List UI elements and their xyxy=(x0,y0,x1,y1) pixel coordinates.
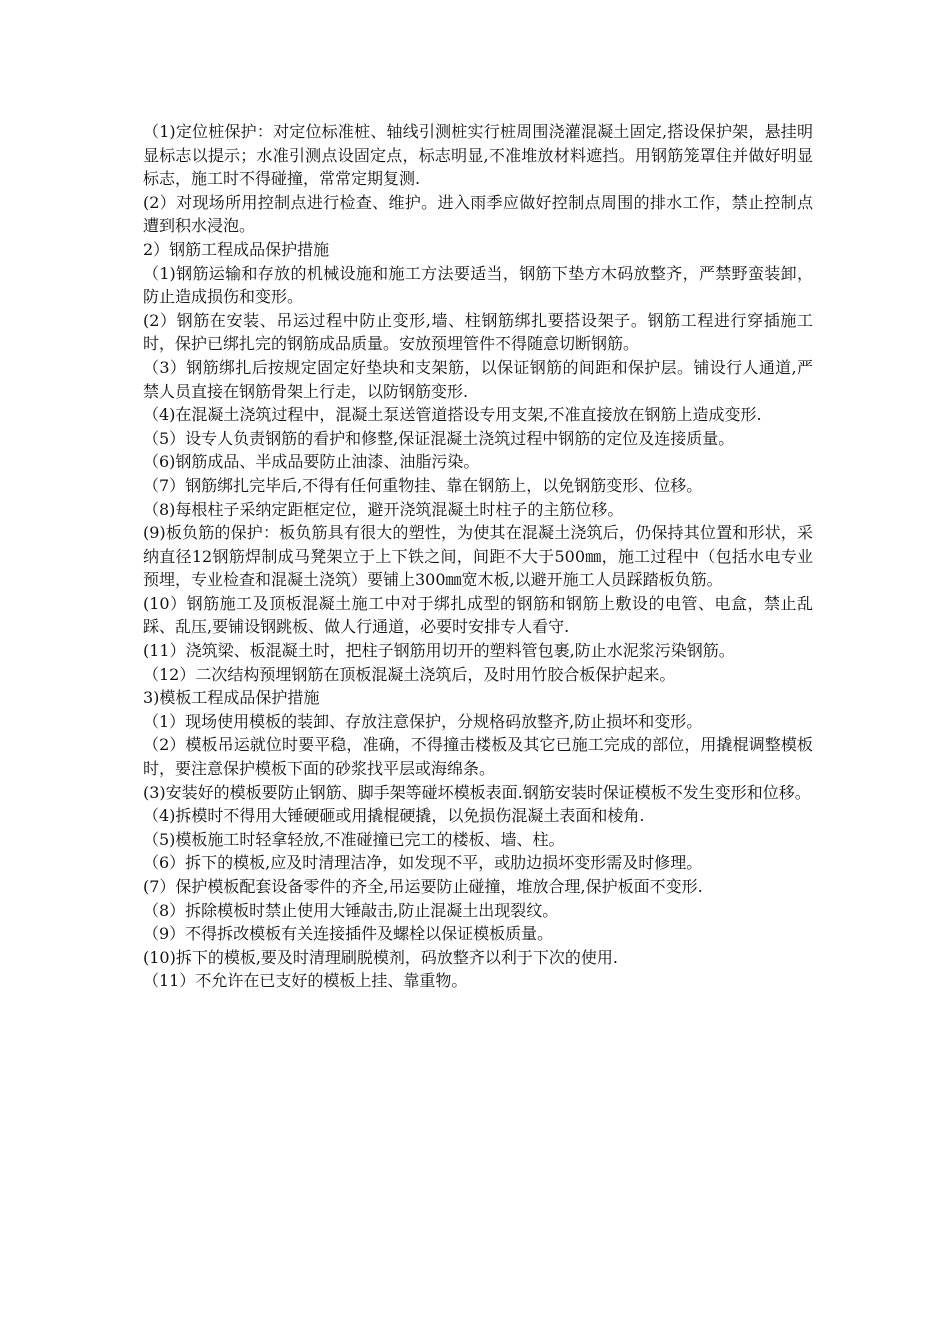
paragraph-2: (2）对现场所用控制点进行检查、维护。进入雨季应做好控制点周围的排水工作，禁止控制点遭到积水浸泡。 xyxy=(143,192,813,236)
paragraph-7: （4)在混凝土浇筑过程中，混凝土泵送管道搭设专用支架,不准直接放在钢筋上造成变形. xyxy=(143,405,762,425)
paragraph-6: （3）钢筋绑扎后按规定固定好垫块和支架筋，以保证钢筋的间距和保护层。铺设行人通道,严禁人员直接在钢筋骨架上行走，以防钢筋变形. xyxy=(143,357,813,401)
paragraph-11: （8)每根柱子采纳定距框定位，避开浇筑混凝土时柱子的主筋位移。 xyxy=(143,499,624,519)
paragraph-22: （6）拆下的模板,应及时清理洁净，如发现不平，或肋边损坏变形需及时修理。 xyxy=(143,853,703,873)
paragraph-13: (10）钢筋施工及顶板混凝土施工中对于绑扎成型的钢筋和钢筋上敷设的电管、电盒，禁止乱踩、乱压,要铺设钢跳板、做人行通道，必要时安排专人看守. xyxy=(143,593,813,637)
document-body xyxy=(143,120,813,993)
paragraph-17: （1）现场使用模板的装卸、存放注意保护，分规格码放整齐,防止损坏和变形。 xyxy=(143,711,703,731)
paragraph-9: （6)钢筋成品、半成品要防止油漆、油脂污染。 xyxy=(143,452,480,472)
paragraph-8: （5）设专人负责钢筋的看护和修整,保证混凝土浇筑过程中钢筋的定位及连接质量。 xyxy=(143,428,735,448)
paragraph-26: (10)拆下的模板,要及时清理刷脱模剂，码放整齐以利于下次的使用. xyxy=(143,947,619,967)
paragraph-20: （4)拆模时不得用大锤硬砸或用撬棍硬撬，以免损伤混凝土表面和棱角. xyxy=(143,806,645,826)
paragraph-14: (11）浇筑梁、板混凝土时，把柱子钢筋用切开的塑料管包裹,防止水泥浆污染钢筋。 xyxy=(143,641,735,661)
paragraph-12: (9)板负筋的保护：板负筋具有很大的塑性，为使其在混凝土浇筑后，仍保持其位置和形状，采纳直径12钢筋焊制成马凳架立于上下铁之间，间距不大于500㎜，施工过程中（包括水电专业预埋，专业检查和混凝土浇筑）要铺上300㎜宽木板,以避开施工人员踩踏板负筋。 xyxy=(143,523,813,590)
paragraph-27: （11）不允许在已支好的模板上挂、靠重物。 xyxy=(143,971,468,991)
paragraph-18: （2）模板吊运就位时要平稳，准确，不得撞击楼板及其它已施工完成的部位，用撬棍调整模板时，要注意保护模板下面的砂浆找平层或海绵条。 xyxy=(143,735,813,779)
paragraph-24: （8）拆除模板时禁止使用大锤敲击,防止混凝土出现裂纹。 xyxy=(143,900,559,920)
paragraph-19: (3)安装好的模板要防止钢筋、脚手架等碰坏模板表面.钢筋安装时保证模板不发生变形和位移。 xyxy=(143,782,811,802)
section-heading-formwork: 3)模板工程成品保护措施 xyxy=(143,688,320,708)
section-heading-rebar: 2）钢筋工程成品保护措施 xyxy=(143,239,330,259)
paragraph-10: （7）钢筋绑扎完毕后,不得有任何重物挂、靠在钢筋上，以免钢筋变形、位移。 xyxy=(143,475,703,495)
paragraph-23: (7）保护模板配套设备零件的齐全,吊运要防止碰撞，堆放合理,保护板面不变形. xyxy=(143,877,703,896)
paragraph-1: （1)定位桩保护：对定位标准桩、轴线引测桩实行桩周围浇灌混凝土固定,搭设保护架，悬挂明显标志以提示；水准引测点设固定点，标志明显,不准堆放材料遮挡。用钢筋笼罩住并做好明显标志，施工时不得碰撞，常常定期复测. xyxy=(143,122,813,189)
paragraph-4: （1)钢筋运输和存放的机械设施和施工方法要适当，钢筋下垫方木码放整齐，严禁野蛮装卸，防止造成损伤和变形。 xyxy=(143,263,813,307)
paragraph-21: （5)模板施工时轻拿轻放,不准碰撞已完工的楼板、墙、柱。 xyxy=(143,829,565,849)
paragraph-25: （9）不得拆改模板有关连接插件及螺栓以保证模板质量。 xyxy=(143,924,554,944)
paragraph-5: (2）钢筋在安装、吊运过程中防止变形,墙、柱钢筋绑扎要搭设架子。钢筋工程进行穿插施工时，保护已绑扎完的钢筋成品质量。安放预埋管件不得随意切断钢筋。 xyxy=(143,310,813,354)
paragraph-15: （12）二次结构预埋钢筋在顶板混凝土浇筑后，及时用竹胶合板保护起来。 xyxy=(143,664,676,684)
